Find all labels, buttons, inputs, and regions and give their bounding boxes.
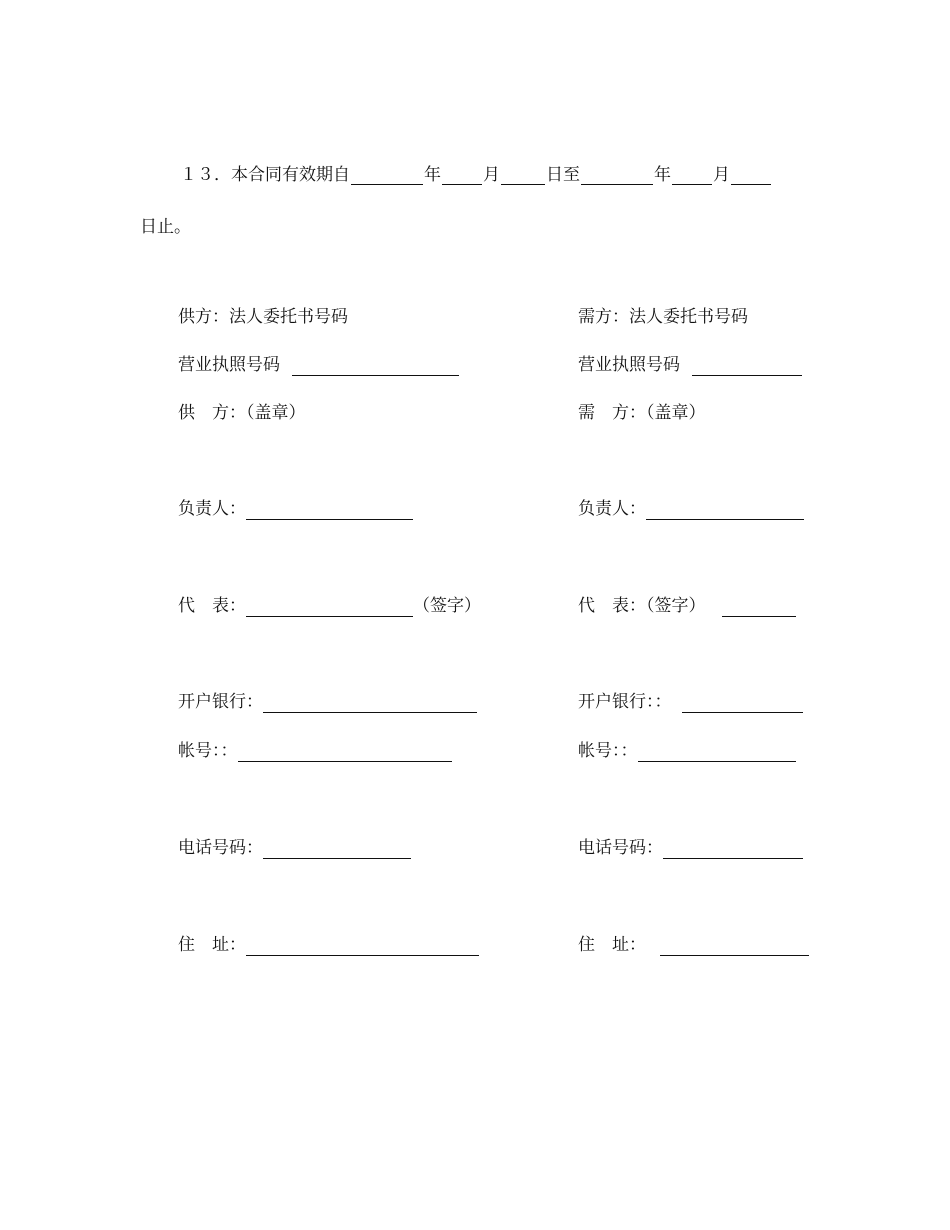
supplier-phone-row <box>178 837 411 859</box>
clause-13-line <box>180 160 772 185</box>
supplier-address-row <box>178 934 479 956</box>
supplier-address-field[interactable] <box>246 937 479 956</box>
buyer-bank-field[interactable] <box>682 694 803 713</box>
supplier-phone-field[interactable] <box>263 840 411 859</box>
supplier-responsible-field[interactable] <box>246 501 413 520</box>
start-day-blank[interactable] <box>501 166 545 185</box>
buyer-account-row <box>578 740 796 762</box>
buyer-phone-label: 电话号码： <box>578 838 663 858</box>
clause-number: １３． <box>180 165 231 185</box>
supplier-responsible-row <box>178 498 413 520</box>
buyer-phone-field[interactable] <box>663 840 803 859</box>
supplier-account-field[interactable] <box>238 743 452 762</box>
clause-13-end: 日止。 <box>140 217 191 237</box>
buyer-proxy-row <box>578 306 748 328</box>
supplier-proxy-row <box>178 306 348 328</box>
supplier-account-label: 帐号：： <box>178 741 238 761</box>
buyer-bank-row <box>578 691 803 713</box>
buyer-license-field[interactable] <box>692 357 802 376</box>
start-year-blank[interactable] <box>351 166 423 185</box>
supplier-rep-field[interactable] <box>246 598 413 617</box>
buyer-seal-label: 需 方：（盖章） <box>578 403 706 423</box>
buyer-responsible-row <box>578 498 804 520</box>
buyer-rep-label: 代 表：（签字） <box>578 596 706 616</box>
supplier-license-row <box>178 354 459 376</box>
supplier-rep-row <box>178 595 481 617</box>
supplier-rep-label: 代 表： <box>178 596 246 616</box>
end-year-blank[interactable] <box>581 166 653 185</box>
buyer-seal-row <box>578 402 706 424</box>
start-month-blank[interactable] <box>442 166 482 185</box>
supplier-bank-row <box>178 691 477 713</box>
supplier-bank-label: 开户银行： <box>178 692 263 712</box>
buyer-address-label: 住 址： <box>578 935 646 955</box>
buyer-account-field[interactable] <box>638 743 796 762</box>
clause-text-start: 本合同有效期自 <box>231 165 350 185</box>
supplier-license-field[interactable] <box>292 357 459 376</box>
supplier-phone-label: 电话号码： <box>178 838 263 858</box>
buyer-responsible-field[interactable] <box>646 501 804 520</box>
start-year-label: 年 <box>424 165 441 185</box>
buyer-address-row <box>578 934 809 956</box>
buyer-license-row <box>578 354 802 376</box>
buyer-license-label: 营业执照号码 <box>578 355 680 375</box>
supplier-responsible-label: 负责人： <box>178 499 246 519</box>
day-to-label: 日至 <box>546 165 580 185</box>
supplier-rep-sign: （签字） <box>413 596 481 616</box>
supplier-bank-field[interactable] <box>263 694 477 713</box>
end-month-label: 月 <box>713 165 730 185</box>
buyer-account-label: 帐号：： <box>578 741 638 761</box>
end-day-blank[interactable] <box>731 166 771 185</box>
supplier-seal-row <box>178 402 306 424</box>
buyer-responsible-label: 负责人： <box>578 499 646 519</box>
supplier-address-label: 住 址： <box>178 935 246 955</box>
buyer-address-field[interactable] <box>660 937 809 956</box>
buyer-proxy-label: 需方：法人委托书号码 <box>578 307 748 327</box>
start-month-label: 月 <box>483 165 500 185</box>
supplier-account-row <box>178 740 452 762</box>
end-year-label: 年 <box>654 165 671 185</box>
buyer-rep-field[interactable] <box>722 598 796 617</box>
buyer-phone-row <box>578 837 803 859</box>
end-month-blank[interactable] <box>672 166 712 185</box>
supplier-seal-label: 供 方：（盖章） <box>178 403 306 423</box>
buyer-bank-label: 开户银行：： <box>578 692 672 712</box>
supplier-license-label: 营业执照号码 <box>178 355 280 375</box>
buyer-rep-row <box>578 595 796 617</box>
supplier-proxy-label: 供方：法人委托书号码 <box>178 307 348 327</box>
